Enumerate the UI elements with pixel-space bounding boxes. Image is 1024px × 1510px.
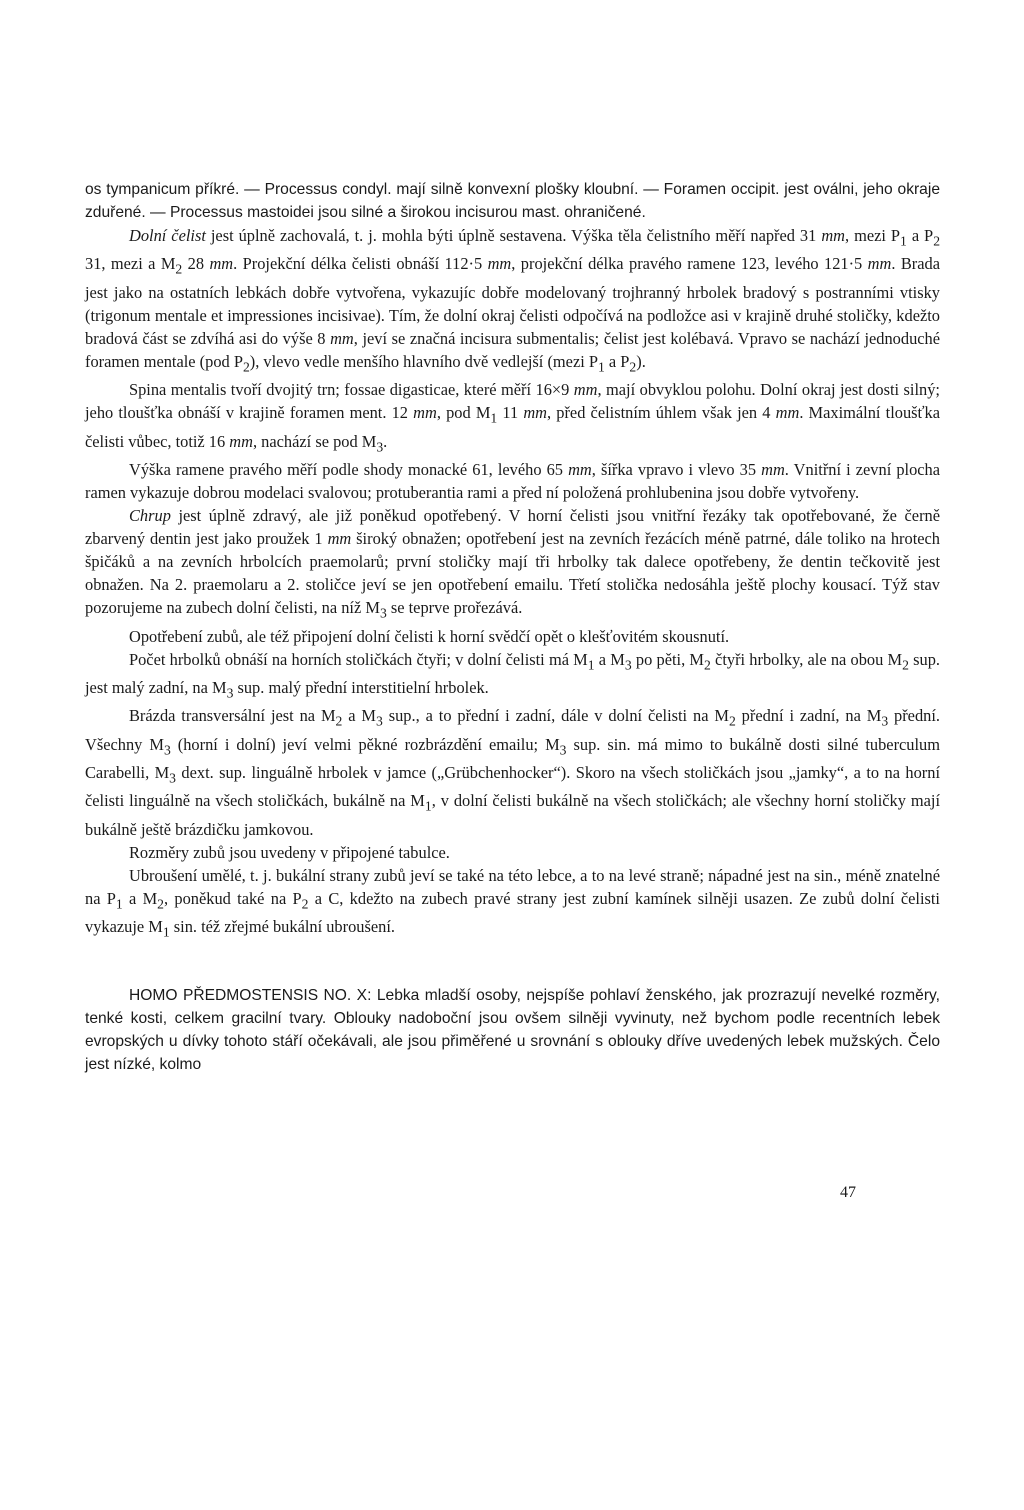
paragraph: Brázda transversální jest na $M_2$ a $M_3$ sup., a to přední i zadní, dále v dolní čelisti na $M_2$ přední i zadní, na $M_3$ přední. Všechny $M_3$ (horní i dolní) jeví velmi pěkné rozbrázdění emailu; $M_3$ sup. sin. má mimo to bukálně dosti silné tuberculum Carabelli, $M_3$ dext. sup. linguálně hrbolek v jamce („Grübchenhocker“). Skoro na všech stoličkách jsou „jamky“, a to na horní čelisti linguálně na všech stoličkách, bukálně na $M_1$, v dolní čelisti bukálně na všech stoličkách; ale všechny horní stoličky mají bukálně ještě brázdičku jamkovou. [85, 706, 941, 839]
paragraph: Počet hrbolků obnáší na horních stoličkách čtyři; v dolní čelisti má $M_1$ a $M_3$ po pěti, $M_2$ čtyři hrbolky, ale na obou $M_2$ sup. jest malý zadní, na $M_3$ sup. malý přední interstitielní hrbolek. [85, 649, 941, 701]
paragraph: HOMO PŘEDMOSTENSIS NO. X: Lebka mladší osoby, nejspíše pohlaví ženského, jak prozrazují nevelké rozměry, tenké kosti, celkem gracilní tvary. Oblouky nadoboční jsou ovšem silněji vyvinuty, než bychom podle recentních lebek evropských u dívky tohoto stáří očekávali, ale jsou přiměřené u srovnání s oblouky dříve uvedených lebek mužských. Čelo jest nízké, kolmo [85, 987, 940, 1074]
body-text [85, 178, 940, 1077]
page-number: 47 [840, 1184, 856, 1201]
paragraph: Opotřebení zubů, ale též připojení dolní čelisti k horní svědčí opět o klešťovitém skousnutí. [129, 626, 730, 646]
paragraph: Spina mentalis tvoří dvojitý trn; fossae digasticae, které měří 16×9 mm, mají obvyklou polohu. Dolní okraj jest dosti silný; jeho tloušťka obnáší v krajině foramen ment. 12 mm, pod $M_1$ 11 mm, před čelistním úhlem však jen 4 mm. Maximální tloušťka čelisti vůbec, totiž 16 mm, nachází se pod $M_3$. [85, 380, 940, 454]
paragraph: Ubroušení umělé, t. j. bukální strany zubů jeví se také na této lebce, a to na levé straně; nápadné jest na sin., méně znatelné na $P_1$ a $M_2$, poněkud také na $P_2$ a C, kdežto na zubech pravé strany jest zubní kamínek silněji usazen. Ze zubů dolní čelisti vykazuje $M_1$ sin. též zřejmé bukální ubroušení. [85, 865, 940, 940]
paragraph: Výška ramene pravého měří podle shody monacké 61, levého 65 mm, šířka vpravo i vlevo 35 mm. Vnitřní i zevní plocha ramen vykazuje dobrou modelaci svalovou; protuberantia rami a před ní položená prohlubenina jsou dobře vytvořeny. [85, 459, 941, 502]
paragraph: Chrup jest úplně zdravý, ale již poněkud opotřebený. V horní čelisti jsou vnitřní řezáky tak opotřebované, že černě zbarvený dentin jest jako proužek 1 mm široký obnažen; opotřebení jest na zevních řezácích méně patrné, dále toliko na hrotech špičáků a na zevních hrbolcích praemolarů; první stoličky mají tři hrbolky tak dalece opotřebeny, že dentin tečkovitě jest obnažen. Na 2. praemolaru a 2. stoličce jeví se jen opotřebení emailu. Třetí stolička nedosáhla ještě plochy kousací. Týž stav pozorujeme na zubech dolní čelisti, na níž $M_3$ se teprve prořezává. [85, 506, 940, 621]
paragraph: os tympanicum příkré. — Processus condyl. mají silně konvexní plošky kloubní. — Foramen occipit. jest oválni, jeho okraje zduřené. — Processus mastoidei jsou silné a širokou incisurou mast. ohraničené. [85, 181, 940, 222]
paragraph: Rozměry zubů jsou uvedeny v připojené tabulce. [129, 842, 450, 862]
paragraph: Dolní čelist jest úplně zachovalá, t. j. mohla býti úplně sestavena. Výška těla čelistního měří napřed 31 mm, mezi $P_1$ a $P_2$ 31, mezi a $M_2$ 28 mm. Projekční délka čelisti obnáší 112·5 mm, projekční délka pravého ramene 123, levého 121·5 mm. Brada jest jako na ostatních lebkách dobře vytvořena, vykazujíc dobře modelovaný trojhranný hrbolek bradový s postranními vtisky (trigonum mentale et impressiones incisivae). Tím, že dolní okraj čelisti odpočívá na podložce asi v krajině druhé stoličky, kdežto bradová část se zdvíhá asi do výše 8 mm, jeví se značná incisura submentalis; čelist jest kolébavá. Vpravo se nachází jednoduché foramen mentale (pod $P_2$), vlevo vedle menšího hlavního dvě vedlejší (mezi $P_1$ a $P_2$). [85, 226, 941, 375]
